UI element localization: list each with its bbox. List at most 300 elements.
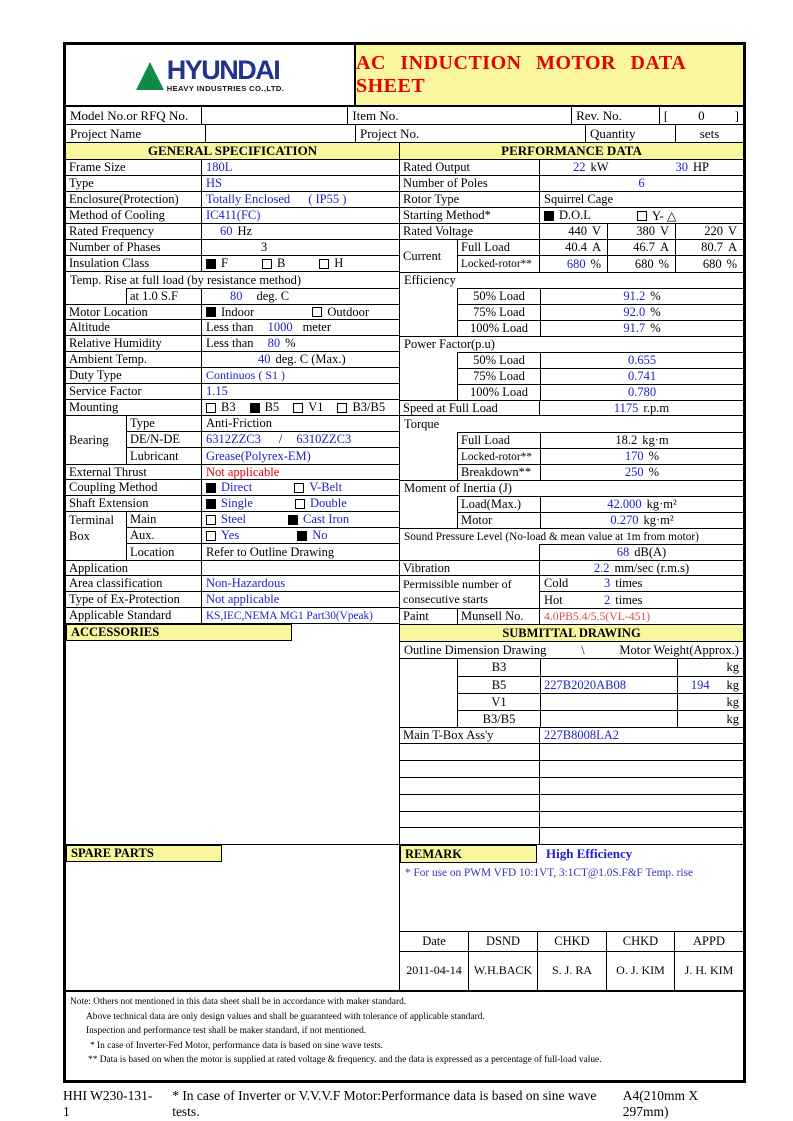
hot-label: Hot bbox=[544, 592, 563, 607]
ambient-row bbox=[66, 352, 399, 368]
single-label: Single bbox=[221, 496, 253, 510]
torque-fl-number: 18.2 bbox=[615, 433, 638, 447]
inertia-load-value bbox=[541, 497, 743, 512]
rev-close-bracket: ] bbox=[734, 107, 740, 123]
frame-size-value: 180L bbox=[206, 160, 233, 174]
performance-band: PERFORMANCE DATA bbox=[400, 143, 743, 159]
dol-label: D.O.L bbox=[559, 208, 591, 222]
tbox-main-options bbox=[202, 512, 399, 527]
outline-separator: \ bbox=[581, 642, 585, 657]
munsell-value: 4.0PB5.4/5.5(VL-451) bbox=[544, 610, 651, 623]
paint-label: Paint bbox=[400, 609, 458, 624]
munsell-label: Munsell No. bbox=[458, 609, 540, 624]
b3b5-weight-cell bbox=[678, 711, 743, 727]
chkd1-header: CHKD bbox=[538, 932, 607, 951]
speed-number: 1175 bbox=[613, 400, 639, 415]
sound-unit: dB(A) bbox=[634, 545, 667, 559]
blank-cell-1b bbox=[540, 744, 743, 760]
starts-label bbox=[400, 576, 540, 608]
output-kw-unit: kW bbox=[590, 160, 609, 174]
rotor-label: Rotor Type bbox=[400, 192, 540, 207]
ydelta-label: Y- △ bbox=[651, 208, 677, 223]
torque-bd-value bbox=[541, 465, 743, 480]
altitude-row bbox=[66, 320, 399, 336]
ambient-value bbox=[202, 352, 399, 367]
b3-row-label: B3 bbox=[458, 659, 541, 676]
b5-weight: 194 bbox=[690, 677, 710, 692]
sf-label: at 1.0 S.F bbox=[127, 289, 202, 304]
logo-text bbox=[167, 57, 285, 93]
inertia-label: Moment of Inertia (J) bbox=[404, 481, 512, 495]
vibration-value bbox=[540, 561, 743, 575]
pf-indent-3 bbox=[400, 384, 458, 400]
starts-rows bbox=[540, 576, 743, 608]
voltage-380 bbox=[608, 224, 676, 239]
cooling-value: IC411(FC) bbox=[206, 208, 261, 222]
eff-100-label: 100% Load bbox=[458, 321, 541, 336]
columns bbox=[66, 160, 743, 990]
terminal-box-label bbox=[66, 512, 127, 560]
lr-value-3: 680 bbox=[702, 256, 722, 271]
blank-cell-2b bbox=[540, 761, 743, 777]
voltage-unit-1: V bbox=[591, 224, 601, 238]
mounting-b3 bbox=[206, 400, 236, 415]
sub-indent-3 bbox=[400, 693, 458, 710]
coupling-label: Coupling Method bbox=[66, 480, 202, 495]
no-label: No bbox=[312, 528, 328, 542]
shaft-double bbox=[295, 496, 347, 511]
inertia-motor-label: Motor bbox=[458, 513, 541, 528]
accessories-header-row bbox=[66, 624, 399, 642]
eff-100-sub bbox=[458, 320, 743, 336]
note-line-4: * In case of Inverter-Fed Motor, performance data is based on sine wave tests. bbox=[90, 1040, 383, 1051]
quantity-value: sets bbox=[699, 125, 720, 141]
duty-label: Duty Type bbox=[66, 368, 202, 383]
page-footer bbox=[63, 1088, 746, 1120]
eff-75-label: 75% Load bbox=[458, 305, 541, 320]
approval-value-row bbox=[400, 952, 743, 990]
tbox-main-label: Main bbox=[127, 512, 202, 527]
enclosure-value-text: Totally Enclosed bbox=[206, 192, 291, 206]
voltage-unit-2: V bbox=[659, 224, 669, 238]
appd-header: APPD bbox=[693, 933, 725, 948]
humidity-label: Relative Humidity bbox=[66, 336, 202, 351]
torque-fl-value bbox=[541, 433, 743, 448]
indoor-label: Indoor bbox=[221, 304, 255, 319]
footer-text: * In case of Inverter or V.V.V.F Motor:Performance data is based on sine wave tests. bbox=[172, 1088, 597, 1119]
altitude-prefix: Less than bbox=[206, 320, 254, 334]
sub-v1 bbox=[458, 693, 743, 710]
lr-value-1: 680 bbox=[566, 256, 586, 271]
approval-header-row bbox=[400, 932, 743, 952]
phases-number: 3 bbox=[261, 240, 268, 254]
sound-header-row bbox=[400, 528, 743, 544]
altitude-unit: meter bbox=[302, 320, 332, 334]
hyundai-triangle-icon bbox=[136, 62, 164, 90]
current-unit-2: A bbox=[659, 240, 669, 254]
terminal-label-line1: Terminal bbox=[69, 513, 114, 527]
tbox-aux-label: Aux. bbox=[127, 528, 202, 543]
double-label: Double bbox=[309, 496, 347, 510]
insulation-label: Insulation Class bbox=[66, 256, 202, 271]
rotor-row bbox=[400, 192, 743, 208]
efficiency-label: Efficiency bbox=[404, 273, 456, 287]
power-factor-header-row bbox=[400, 336, 743, 352]
bearing-de-value bbox=[202, 432, 399, 447]
sound-sub bbox=[540, 544, 743, 560]
location-options bbox=[202, 305, 399, 319]
accessories-blank-area bbox=[66, 642, 399, 844]
current-rows bbox=[458, 240, 743, 272]
checkbox-f bbox=[206, 259, 216, 269]
phases-row bbox=[66, 240, 399, 256]
location-label: Motor Location bbox=[66, 305, 202, 319]
b3b5-row-label: B3/B5 bbox=[458, 711, 541, 727]
voltage-220 bbox=[676, 224, 743, 239]
blank-cell-3a bbox=[400, 778, 540, 794]
rev-value: 0 bbox=[698, 107, 705, 123]
v1-weight-cell bbox=[678, 694, 743, 710]
speed-label: Speed at Full Load bbox=[400, 401, 540, 415]
insulation-b-label: B bbox=[276, 256, 286, 270]
location-outdoor bbox=[312, 305, 369, 320]
eff-50-sub bbox=[458, 288, 743, 304]
vibration-label: Vibration bbox=[400, 561, 540, 575]
lr-unit-2: % bbox=[658, 256, 669, 271]
spare-parts-band: SPARE PARTS bbox=[66, 845, 222, 862]
sf-unit: deg. C bbox=[256, 289, 290, 303]
main-tbox-label: Main T-Box Ass'y bbox=[400, 728, 540, 743]
torque-lr-label: Locked-rotor** bbox=[458, 449, 541, 464]
date-header: Date bbox=[400, 932, 469, 951]
current-380 bbox=[608, 240, 676, 255]
service-factor-value: 1.15 bbox=[206, 384, 228, 398]
footer-code: HHI W230-131-1 bbox=[63, 1088, 153, 1119]
logo-brand: HYUNDAI bbox=[166, 55, 280, 86]
submittal-band: SUBMITTAL DRAWING bbox=[400, 625, 743, 642]
b5-row-label: B5 bbox=[458, 677, 541, 693]
b3-weight bbox=[678, 659, 723, 676]
sound-number: 68 bbox=[616, 545, 630, 559]
bearing-type-value: Anti-Friction bbox=[206, 416, 272, 430]
b5-kg: kg bbox=[726, 677, 739, 692]
sound-indent bbox=[400, 544, 540, 560]
main-tbox-row bbox=[400, 727, 743, 744]
altitude-number: 1000 bbox=[267, 320, 293, 334]
blank-row-5 bbox=[400, 812, 743, 828]
sub-indent-4 bbox=[400, 710, 458, 727]
eff-50-label: 50% Load bbox=[458, 289, 541, 304]
bearing-de-label: DE/N-DE bbox=[127, 432, 202, 447]
torque-breakdown-row bbox=[400, 464, 743, 480]
b3-drawing bbox=[541, 659, 678, 676]
outline-header bbox=[400, 642, 743, 658]
checkbox-h bbox=[319, 259, 329, 269]
checkbox-b3b5 bbox=[337, 403, 347, 413]
v1-weight bbox=[678, 694, 723, 710]
sound-value bbox=[540, 545, 743, 560]
thrust-value: Not applicable bbox=[206, 464, 280, 479]
model-no-label: Model No.or RFQ No. bbox=[66, 107, 202, 124]
sound-label: Sound Pressure Level (No-load & mean value at 1m from motor) bbox=[404, 530, 699, 543]
v1-row-label: V1 bbox=[458, 694, 541, 710]
frame-size-label: Frame Size bbox=[66, 160, 202, 175]
logo-subtitle: HEAVY INDUSTRIES CO.,LTD. bbox=[166, 84, 285, 94]
type-label: Type bbox=[66, 176, 202, 191]
blank-row-6 bbox=[400, 828, 743, 844]
starting-method-options bbox=[540, 208, 743, 223]
application-row bbox=[66, 560, 399, 576]
altitude-label: Altitude bbox=[66, 320, 202, 335]
lr-220 bbox=[676, 256, 743, 272]
rotor-value: Squirrel Cage bbox=[544, 192, 614, 206]
pf-75-label: 75% Load bbox=[458, 369, 541, 384]
humidity-number: 80 bbox=[267, 336, 281, 350]
current-value-3: 80.7 bbox=[701, 240, 723, 254]
inertia-motor-row bbox=[400, 512, 743, 528]
output-kw-value: 22 bbox=[572, 160, 586, 174]
torque-header-row bbox=[400, 416, 743, 432]
sf-value bbox=[202, 289, 399, 304]
type-row bbox=[66, 176, 399, 192]
rated-output-hp bbox=[642, 160, 744, 175]
pf-100-value: 0.780 bbox=[627, 385, 657, 399]
spare-parts-area bbox=[66, 844, 399, 990]
voltage-value-2: 380 bbox=[636, 224, 655, 238]
bearing-block bbox=[66, 416, 399, 464]
area-row bbox=[66, 576, 399, 592]
rated-voltage-row bbox=[400, 224, 743, 240]
b3b5-kg: kg bbox=[726, 711, 739, 726]
application-value bbox=[202, 561, 399, 575]
b3b5-weight bbox=[678, 711, 723, 727]
inertia-load-number: 42.000 bbox=[607, 497, 642, 511]
pf-indent-1 bbox=[400, 352, 458, 368]
efficiency-50-row bbox=[400, 288, 743, 304]
starting-method-label: Starting Method* bbox=[400, 208, 540, 223]
humidity-prefix: Less than bbox=[206, 336, 254, 350]
thrust-row bbox=[66, 464, 399, 480]
torque-fl-unit: kg·m bbox=[642, 433, 669, 447]
pf-50-value: 0.655 bbox=[627, 353, 657, 367]
inertia-indent-1 bbox=[400, 496, 458, 512]
blank-cell-3b bbox=[540, 778, 743, 794]
tbox-location-value: Refer to Outline Drawing bbox=[206, 544, 335, 559]
location-row bbox=[66, 304, 399, 320]
accessories-band: ACCESSORIES bbox=[66, 624, 292, 641]
blank-cell-5a bbox=[400, 812, 540, 827]
ex-protection-label: Type of Ex-Protection bbox=[66, 592, 202, 607]
current-value-1: 40.4 bbox=[565, 240, 587, 254]
torque-label: Torque bbox=[404, 416, 440, 431]
temp-rise-header-row bbox=[66, 272, 399, 288]
rated-output-row bbox=[400, 160, 743, 176]
torque-bd-unit: % bbox=[648, 465, 660, 479]
poles-label: Number of Poles bbox=[400, 176, 540, 191]
tbox-no bbox=[297, 528, 327, 543]
current-label: Current bbox=[400, 240, 458, 272]
v1-label: V1 bbox=[308, 400, 324, 414]
standard-row bbox=[66, 608, 399, 624]
inertia-load-sub bbox=[458, 496, 743, 512]
duty-value: Continuos ( S1 ) bbox=[206, 368, 286, 382]
current-440 bbox=[540, 240, 608, 255]
enclosure-label: Enclosure(Protection) bbox=[66, 192, 202, 207]
hot-starts-row bbox=[540, 592, 743, 608]
rated-output-label: Rated Output bbox=[400, 160, 540, 175]
mounting-v1 bbox=[293, 400, 323, 415]
eff-75-number: 92.0 bbox=[623, 305, 646, 319]
inertia-load-label: Load(Max.) bbox=[458, 497, 541, 512]
inertia-header-row bbox=[400, 480, 743, 496]
bearing-type-label: Type bbox=[127, 416, 202, 431]
note-line-1: Note: Others not mentioned in this data sheet shall be in accordance with maker standard. bbox=[70, 997, 407, 1007]
blank-cell-6b bbox=[540, 828, 743, 844]
b3-label: B3 bbox=[221, 400, 236, 414]
type-value: HS bbox=[206, 176, 222, 190]
submittal-b5-row bbox=[400, 676, 743, 693]
efficiency-75-row bbox=[400, 304, 743, 320]
locked-rotor-label: Locked-rotor** bbox=[458, 256, 540, 272]
torque-lr-value bbox=[541, 449, 743, 464]
notes-box bbox=[66, 990, 743, 1080]
ambient-number: 40 bbox=[258, 352, 271, 366]
cold-starts-row bbox=[540, 576, 743, 592]
humidity-value bbox=[202, 336, 399, 351]
terminal-box-rows bbox=[127, 512, 399, 560]
poles-row bbox=[400, 176, 743, 192]
sub-b3 bbox=[458, 659, 743, 676]
meta-row-1 bbox=[66, 107, 743, 125]
temp-rise-sf-row bbox=[66, 288, 399, 304]
submittal-b3b5-row bbox=[400, 710, 743, 727]
b5-label: B5 bbox=[264, 400, 280, 414]
v1-drawing bbox=[541, 694, 678, 710]
b3b5-label: B3/B5 bbox=[352, 400, 386, 414]
current-unit-3: A bbox=[727, 240, 737, 254]
cast-iron-label: Cast Iron bbox=[303, 512, 350, 526]
note-line-2: Above technical data are only design values and shall be guaranteed with tolerance of applicable standard. bbox=[86, 1011, 485, 1022]
enclosure-value bbox=[202, 192, 399, 207]
inertia-load-row bbox=[400, 496, 743, 512]
tbox-main-row bbox=[127, 512, 399, 528]
current-full-load-row bbox=[458, 240, 743, 256]
title-cell bbox=[356, 45, 743, 105]
meta-row-2 bbox=[66, 125, 743, 143]
starts-label-line2: consecutive starts bbox=[403, 592, 488, 606]
cooling-label: Method of Cooling bbox=[66, 208, 202, 223]
power-factor-label: Power Factor(p.u) bbox=[404, 337, 495, 351]
shaft-options bbox=[202, 496, 399, 511]
header bbox=[66, 45, 743, 107]
cold-value bbox=[586, 576, 646, 591]
current-unit-1: A bbox=[591, 240, 601, 254]
tbox-aux-options bbox=[202, 528, 399, 543]
torque-lr-sub bbox=[458, 448, 743, 464]
blank-cell-1a bbox=[400, 744, 540, 760]
torque-indent-3 bbox=[400, 464, 458, 480]
eff-50-unit: % bbox=[650, 289, 661, 303]
bearing-type-row bbox=[127, 416, 399, 432]
torque-bd-sub bbox=[458, 464, 743, 480]
starting-ydelta bbox=[637, 208, 677, 224]
approval-table bbox=[400, 931, 743, 990]
application-label: Application bbox=[66, 561, 202, 575]
output-hp-value: 30 bbox=[675, 160, 688, 174]
tbox-cast-iron bbox=[288, 512, 349, 527]
de-bearing: 6312ZZC3 bbox=[206, 432, 261, 446]
temp-rise-sub bbox=[127, 288, 399, 304]
remark-title: High Efficiency bbox=[546, 846, 633, 861]
area-value: Non-Hazardous bbox=[206, 576, 286, 590]
footer-paper-size: A4(210mm X 297mm) bbox=[622, 1088, 699, 1119]
blank-cell-2a bbox=[400, 761, 540, 777]
eff-75-value bbox=[541, 305, 743, 320]
terminal-label-line2: Box bbox=[69, 529, 90, 543]
starts-label-line1: Permissible number of bbox=[403, 577, 512, 591]
remark-line: * For use on PWM VFD 10:1VT, 3:1CT@1.0S.F&F Temp. rise bbox=[405, 867, 693, 879]
output-hp-unit: HP bbox=[693, 160, 709, 174]
model-no-value bbox=[202, 107, 348, 124]
lubricant-label: Lubricant bbox=[127, 448, 202, 464]
insulation-option-h bbox=[319, 256, 343, 271]
pf-50-label: 50% Load bbox=[458, 353, 541, 368]
checkbox-outdoor bbox=[312, 307, 322, 317]
rev-no-label: Rev. No. bbox=[572, 107, 660, 124]
coupling-direct bbox=[206, 480, 252, 495]
steel-label: Steel bbox=[221, 512, 246, 526]
blank-cell-4b bbox=[540, 795, 743, 811]
standard-label: Applicable Standard bbox=[66, 608, 202, 623]
b5-drawing: 227B2020AB08 bbox=[541, 677, 678, 693]
outdoor-label: Outdoor bbox=[327, 304, 369, 319]
insulation-option-b bbox=[262, 256, 285, 271]
sub-b5 bbox=[458, 676, 743, 693]
efficiency-100-row bbox=[400, 320, 743, 336]
quantity-label: Quantity bbox=[586, 125, 676, 142]
thrust-label: External Thrust bbox=[66, 465, 202, 479]
checkbox-single bbox=[206, 499, 216, 509]
general-spec-band: GENERAL SPECIFICATION bbox=[66, 143, 400, 159]
lr-440 bbox=[540, 256, 608, 272]
torque-bd-number: 250 bbox=[624, 465, 644, 479]
pf-50-sub bbox=[458, 352, 743, 368]
nde-bearing: 6310ZZC3 bbox=[296, 432, 352, 446]
bearing-lubricant-row bbox=[127, 448, 399, 464]
coupling-options bbox=[202, 480, 399, 495]
lubricant-value: Grease(Polyrex-EM) bbox=[206, 448, 311, 463]
project-no-label: Project No. bbox=[356, 125, 586, 142]
ambient-unit: deg. C (Max.) bbox=[275, 352, 346, 366]
checkbox-b bbox=[262, 259, 272, 269]
enclosure-ip: ( IP55 ) bbox=[308, 192, 347, 206]
bearing-de-row bbox=[127, 432, 399, 448]
duty-row bbox=[66, 368, 399, 384]
area-label: Area classification bbox=[66, 576, 202, 591]
ex-protection-row bbox=[66, 592, 399, 608]
outline-header-row bbox=[400, 642, 743, 659]
insulation-h-label: H bbox=[334, 256, 344, 270]
remark-area bbox=[400, 844, 743, 931]
full-load-label: Full Load bbox=[458, 240, 540, 255]
lr-380 bbox=[608, 256, 676, 272]
rated-voltage-label: Rated Voltage bbox=[400, 224, 540, 239]
sf-number: 80 bbox=[230, 289, 243, 303]
b3b5-drawing bbox=[541, 711, 678, 727]
mounting-options bbox=[202, 400, 399, 415]
inertia-indent-2 bbox=[400, 512, 458, 528]
checkbox-b3 bbox=[206, 403, 216, 413]
